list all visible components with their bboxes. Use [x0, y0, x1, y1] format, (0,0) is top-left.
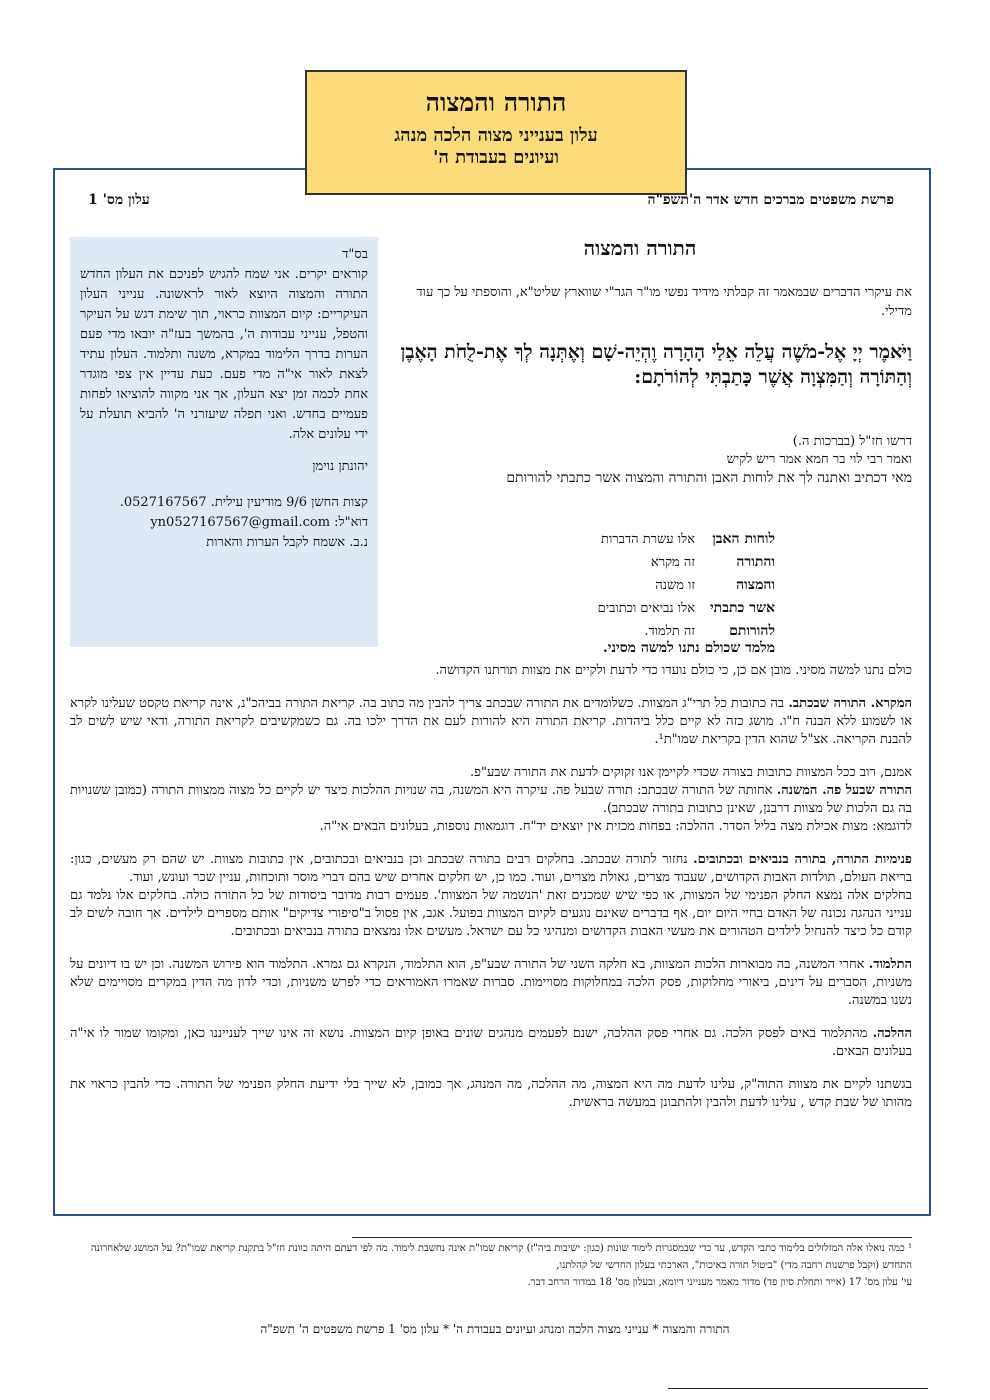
section-heading-mikra: המקרא. התורה שבכתב. — [788, 696, 912, 711]
section-heading-halacha: ההלכה. — [872, 1026, 912, 1041]
page-footer: התורה והמצוה * ענייני מצוה הלכה ומנהג ועיונים בעבודת ה' * עלון מס' 1 פרשת משפטים ה' תשפ"ה — [260, 1322, 730, 1336]
paragraph-pnimiyut-2: בחלקים אלה נמצא החלק הפנימי של המצוות, או כפי שיש שמכנים זאת 'הנשמה של המצוות'. פעמים רבות מדובר ביסודות של כל התורה כולה. בחלקים אלו נלמד גם ענייני הנהגה נכונה של האדם בחיי היום יום, אף בדברים שאינם נוגעים לקיום המצוות בפועל. אגב, אין פסול ב"סיפורי צדיקים" אותם מספרים לילדים. אך חובה לשים לב קודם כל כיצד להנחיל לילדים הטהורים את מעשי האבות הקדושים ומנהיגי כל עם ישראל. מעשים אלו נמצאים בתורה בנביאים ובכתובים. — [70, 888, 912, 939]
newsletter-subtitle-1: עלון בענייני מצוה הלכה מנהג — [394, 125, 598, 146]
drash-line-3: מאי דכתיב ואתנה לך את לוחות האבן והתורה והמצוה אשר כתבתי להורותם — [506, 470, 912, 486]
drash-line-2: ואמר רבי לוי בר חמא אמר ריש לקיש — [726, 452, 912, 467]
newsletter-subtitle-2: ועיונים בעבודת ה' — [432, 147, 560, 168]
footnote-divider — [352, 1237, 912, 1238]
newsletter-title: התורה והמצוה — [425, 88, 567, 117]
footnote-line-2: עי' עלון מס' 17 (אייר ותחלת סיון פד) מדור מאמר מענייני דיומא, ובעלון מס' 18 במדור הרחב דבר. — [527, 1277, 912, 1288]
bottom-rule — [668, 1388, 928, 1389]
editor-email[interactable]: דוא"ל: yn0527167567@gmail.com — [150, 515, 368, 530]
paragraph-halacha: ההלכה. מהתלמוד באים לפסק הלכה. גם אחרי פסק ההלכה, ישנם לפעמים מנהגים שונים באופן קיום המצוות. נושא זה אינו שייך לענייננו כאן, ומקומו שמור לו אי"ה בעלונים הבאים. — [70, 1026, 912, 1059]
paragraph-mishna: התורה שבעל פה. המשנה. אחותה של התורה שבכתב: תורה שבעל פה. עיקרה היא המשנה, בה שנויות ההלכות כיצד יש לקיים כל מצוה ממצוות התורה (כמובן ששנויות בה גם הלכות של מצוות דרבנן, שאינן כתובות בתורה שבכתב). — [70, 783, 912, 816]
paragraph-mishna-example: לדוגמא: מצות אכילת מצה בליל הסדר. ההלכה: בפחות מכזית אין יוצאים יד"ח. דוגמאות נוספות, בעלונים הבאים אי"ה. — [319, 819, 912, 834]
paragraph-intro: כולם נתנו למשה מסיני. מובן אם כן, כי כולם נועדו כדי לדעת ולקיים את מצוות תורתנו הקדושה. — [435, 663, 912, 678]
pair-row: להורותם זה תלמוד. — [644, 623, 775, 639]
editor-note-text: קוראים יקרים. אני שמח להגיש לפניכם את העלון החדש התורה והמצוה היוצא לאור לראשונה. ענייני העלון העיקריים: קיום המצוות כראוי, תוך שימת דגש על העיקר והטפל, ענייני עבודות ה', בהמשך בעז"ה יובאו מדי פעם הערות בדרך הלימוד במקרא, משנה ותלמוד. העלון עתיד לצאת לאור אי"ה מדי פעם. כעת עדיין אין צפי מוגדר אחת לכמה זמן יצא העלון, אך אני מקווה להוציאו לפחות פעמיים בחדש. ואני תפלה שיעזרני ה' להביא תועלת על ידי עלונים אלה. — [80, 267, 368, 442]
paragraph-talmud: התלמוד. אחרי המשנה, בה מבוארות הלכות המצוות, בא חלקה השני של התורה שבע"פ, הוא התלמוד, הנקרא גם גמרא. התלמוד הוא פירוש המשנה. וכן יש בו דיונים על משניות, הסברים על דינים, ביאורי מחלוקות, פסק הלכה במחלוקות מסויימות. סברות שאמרו האמוראים כדי לפרש משניות, וכדי לדון מה הדין במקרים מסויימים שלא נשנו במשנה. — [70, 957, 912, 1008]
parasha-header: פרשת משפטים מברכים חדש אדר ה'תשפ"ה — [647, 192, 894, 208]
drash-pairs — [535, 528, 775, 643]
footnote-line-1: ¹ כמה נואלו אלה המזלזלים בלימוד כתבי הקדש, עד כדי שבמסגרות לימוד שונות (כגון: ישיבות ביה"ז) קריאת שמו"ת אינה נחשבת לימוד. מה לפי דעתם היתה כוונת חז"ל בתקנת קריאת שמו"ת? על המושג שלאחרונה התחדש (וקבל פרשנות רחבה מדי) "ביטול תורה באיכות", הארכתי בעלון החדשי של קהלתנו, — [90, 1243, 912, 1271]
section-heading-pnimiyut: פנימיות התורה, בתורה בנביאים ובכתובים. — [693, 852, 912, 867]
section-heading-mishna: התורה שבעל פה. המשנה. — [776, 783, 912, 798]
issue-number: עלון מס' 1 — [88, 192, 150, 208]
pair-row: אשר כתבתי אלו נביאים וכתובים — [597, 600, 775, 616]
section-heading-talmud: התלמוד. — [868, 957, 912, 972]
article-intro: את עיקרי הדברים שבמאמר זה קבלתי מידיד נפשי מו"ר הגר"י שווארץ שליט"א, והוספתי על כך עוד מדילי. — [416, 285, 912, 319]
drash-block — [70, 433, 912, 487]
paragraph-pnimiyut: פנימיות התורה, בתורה בנביאים ובכתובים. נחזור לתורה שבכתב. בחלקים רבים בתורה שבכתב וכן בנביאים ובכתובים, אין כתובות מצוות. יש שהם רק מעשים, כגון: בריאת העולם, תולדות האבות הקדושים, שעבוד מצרים, גאולת מצרים, ועוד. כמו כן, יש חלקים אחרים שיש בהם דברי מוסר ותוכחות, עניין שכר ועונש, ועוד. — [70, 852, 912, 885]
drash-line-1: דרשו חז"ל (בברכות ה.) — [792, 434, 912, 449]
pair-row: והתורה זה מקרא — [650, 554, 775, 570]
bsd-mark: בס"ד — [342, 247, 368, 262]
paragraph-mikra: המקרא. התורה שבכתב. בה כתובות כל תרי"ג המצוות. כשלומדים את התורה שבכתב צריך להבין מה כתוב בה. קריאת התורה בביהכ"נ, אינה קריאת טקסט שעלינו לקרא או לשמוע ללא הבנה ח"ו. מושג כזה לא קיים כלל ביהדות. קריאת התורה היא להורות לעם את הדרך ילכו בה. גם כשמקשיבים לקריאת התורה, ודאי שיש לשים לב להבנת הקריאה. אצ"ל שהוא הדין בקריאת שמו"ת¹. — [70, 696, 912, 747]
footnote — [70, 1240, 912, 1291]
article-body — [70, 662, 912, 1127]
pair-row: והמצוה זו משנה — [655, 577, 775, 593]
editor-signature: יהונתן נוימן — [312, 459, 368, 474]
paragraph-conclusion: בגשתנו לקיים את מצוות התוה"ק, עלינו לדעת מה היא המצוה, מה ההלכה, מה המנהג, אך כמובן, לא שייך בלי ידיעת החלק הפנימי של התורה. כדי להבין כראוי את מהותו של שבת קדש , עלינו לדעת ולהבין ולהתבונן במעשה בראשית. — [70, 1077, 912, 1110]
verse-quote: וַיֹּאמֶר יְיָ אֶל-מֹשֶׁה עֲלֵה אֵלַי הָהָרָה וֶהְיֵה-שָׁם וְאֶתְּנָה לְךָ אֶת-לֻחֹת הָאֶבֶן וְהַתּוֹרָה וְהַמִּצְוָה אֲשֶׁר כָּתַבְתִּי לְהוֹרֹתָם: — [400, 341, 912, 388]
editor-address: קצות החשן 9/6 מודיעין עילית. 0527167567. — [119, 495, 368, 510]
article-title: התורה והמצוה — [583, 236, 697, 260]
editor-ps: נ.ב. אשמח לקבל הערות והארות — [206, 535, 368, 550]
title-box — [305, 70, 687, 195]
pair-row: לוחות האבן אלו עשרת הדברות — [601, 531, 775, 547]
drash-conclusion: מלמד שכולם נתנו למשה מסיני. — [602, 640, 775, 656]
paragraph-mishna-intro: אמנם, רוב ככל המצוות כתובות בצורה שכדי לקיימן אנו זקוקים לדעת את התורה שבע"פ. — [470, 765, 912, 780]
